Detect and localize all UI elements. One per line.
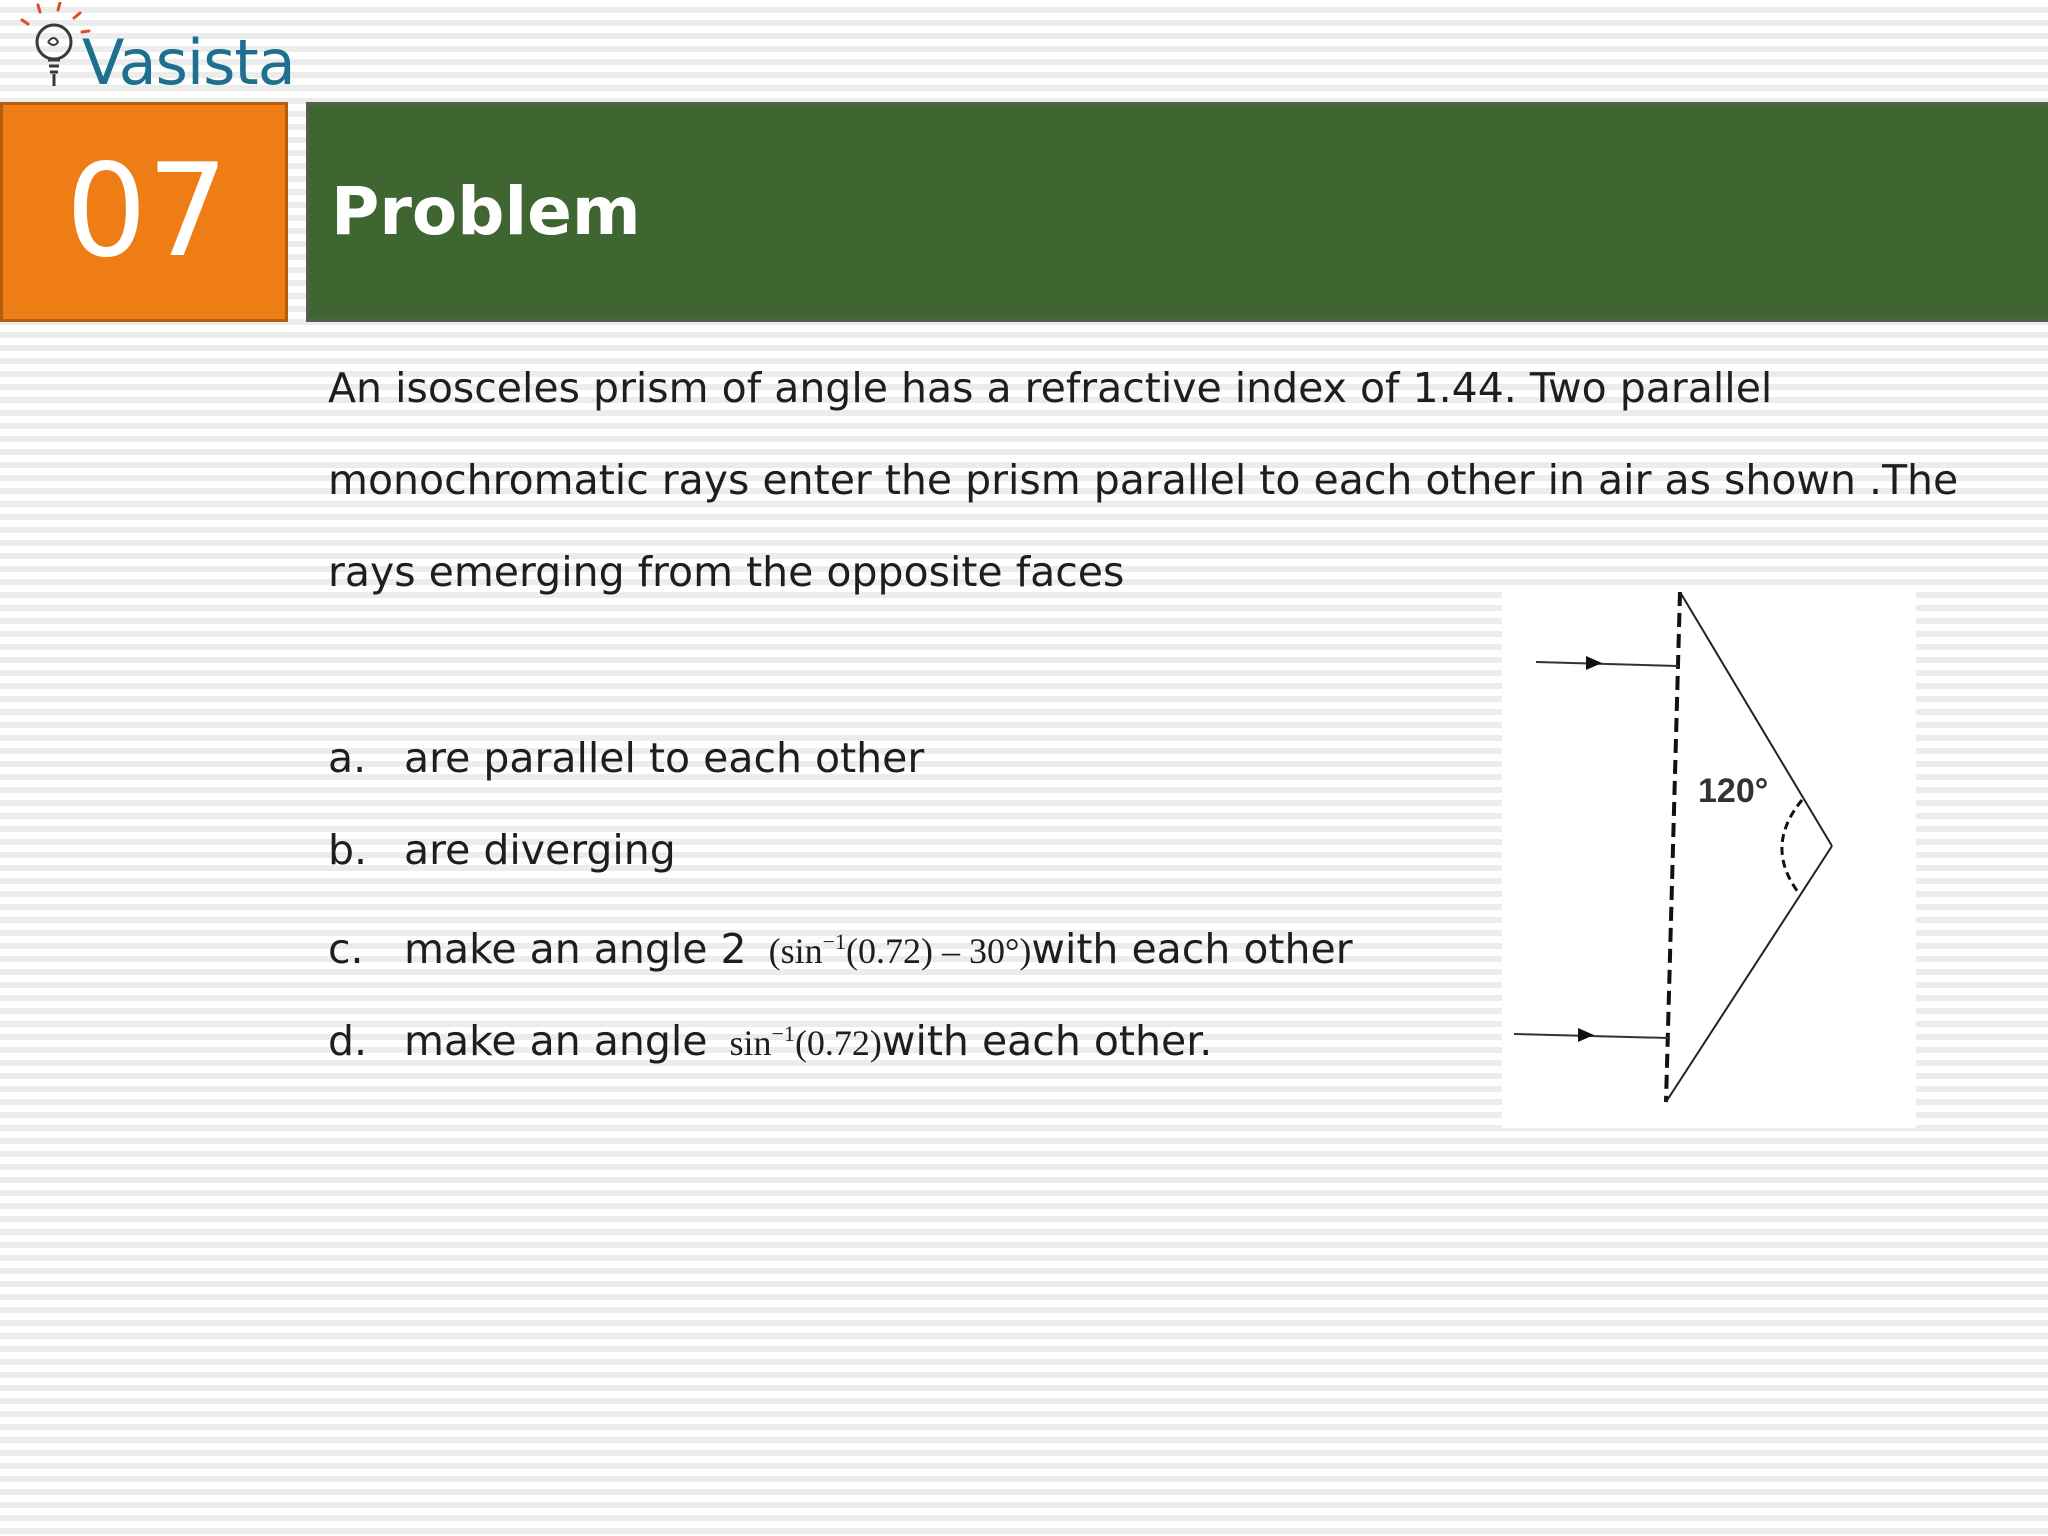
option-letter: b. [328,826,368,874]
question-line: An isosceles prism of angle has a refractive index of 1.44. Two parallel [328,364,1773,412]
prism-angle-label: 120° [1698,772,1769,810]
option-text-after: with each other. [881,1017,1213,1065]
answer-options [328,712,1353,1080]
arrow-head-upper [1586,656,1602,670]
slide-number-box [0,102,288,322]
prism-lower-face [1666,846,1832,1102]
option-letter: c. [328,925,364,973]
question-text [328,342,2008,618]
question-line: monochromatic rays enter the prism parallel to each other in air as shown .The [328,456,1959,504]
option-d[interactable] [328,988,1353,1080]
option-text: make an angle [404,1017,708,1065]
option-text: make an angle 2 [404,925,747,973]
incident-ray-upper [1536,662,1678,666]
option-text-after: with each other [1031,925,1353,973]
option-c[interactable] [328,896,1353,988]
option-text: are parallel to each other [404,734,925,782]
angle-arc [1782,800,1802,892]
prism-base-dashed [1666,592,1680,1102]
math-expression: $(\sin^{-1}(0.72) - 30^\circ)$ [768,929,1032,971]
option-a[interactable] [328,712,1353,804]
arrow-head-lower [1578,1028,1594,1042]
option-b[interactable] [328,804,1353,896]
question-line: rays emerging from the opposite faces [328,548,1125,596]
logo-text: Vasista [82,26,295,99]
option-letter: a. [328,734,367,782]
vasista-logo [18,2,295,100]
option-text: are diverging [404,826,676,874]
slide-number: 07 [65,137,229,286]
math-expression: $\sin^{-1}(0.72)$ [729,1021,882,1063]
title-bar [306,102,2048,322]
option-letter: d. [328,1017,368,1065]
slide-title: Problem [331,173,641,250]
prism-figure [1502,592,1916,1128]
prism-diagram [1502,592,1916,1128]
